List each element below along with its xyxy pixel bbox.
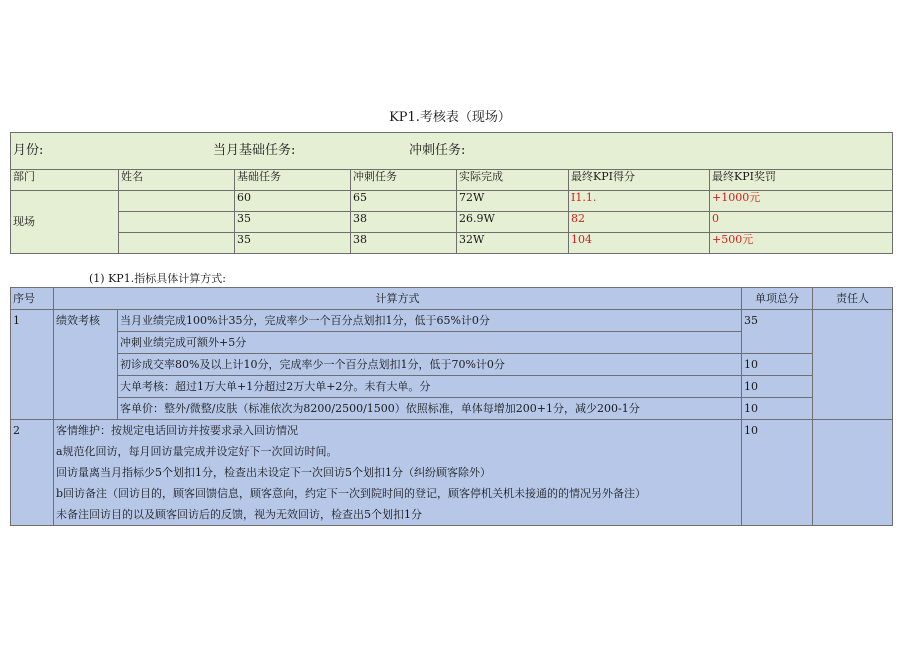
- base-task-label: 当月基础任务:: [213, 143, 296, 158]
- name-cell: [119, 191, 235, 212]
- table-row: [11, 310, 893, 332]
- col-name: 姓名: [119, 170, 235, 191]
- calc-header-row: [11, 288, 893, 310]
- method-line: 未备注回访目的以及顾客回访后的反馈，视为无效回访，检查出5个划扣1分: [56, 508, 422, 521]
- col-sprint-task: 冲刺任务: [351, 170, 457, 191]
- summary-header-row: [11, 133, 893, 170]
- col-kpi-reward: 最终KPI奖罚: [710, 170, 893, 191]
- owner-cell: [813, 420, 893, 526]
- reward-cell: +1000元: [710, 191, 893, 212]
- table-row: [11, 212, 893, 233]
- sprint-cell: 65: [351, 191, 457, 212]
- table-row: [11, 398, 893, 420]
- table-row: [11, 420, 893, 526]
- method-line: a规范化回访，每月回访量完成并设定好下一次回访时间。: [56, 445, 338, 458]
- col-actual: 实际完成: [457, 170, 569, 191]
- sprint-cell: 38: [351, 212, 457, 233]
- item-score: 10: [742, 354, 813, 376]
- table-row: [11, 354, 893, 376]
- department-cell: 现场: [11, 191, 119, 254]
- item-score: 35: [742, 310, 813, 354]
- col-department: 部门: [11, 170, 119, 191]
- col-total: 单项总分: [742, 288, 813, 310]
- col-kpi-score: 最终KPI得分: [569, 170, 710, 191]
- method-line: 客情维护：按规定电话回访并按要求录入回访情况: [56, 424, 298, 437]
- sprint-task-label: 冲刺任务:: [409, 143, 466, 158]
- month-label: 月份:: [13, 143, 44, 158]
- method-line: 初诊成交率80%及以上计10分，完成率少一个百分点划扣1分，低于70%计0分: [118, 354, 742, 376]
- base-cell: 60: [235, 191, 351, 212]
- name-cell: [119, 212, 235, 233]
- kpi-calculation-table: [10, 287, 893, 526]
- reward-cell: +500元: [710, 233, 893, 254]
- actual-cell: 32W: [457, 233, 569, 254]
- table-row: [11, 376, 893, 398]
- item-score: 10: [742, 398, 813, 420]
- col-owner: 责任人: [813, 288, 893, 310]
- owner-cell: [813, 310, 893, 420]
- method-line: 回访量离当月指标少5个划扣1分，检查出未设定下一次回访5个划扣1分（纠纷顾客除外）: [56, 466, 491, 479]
- score-cell: 82: [569, 212, 710, 233]
- method-line: 当月业绩完成100%计35分，完成率少一个百分点划扣1分，低于65%计0分: [118, 310, 742, 332]
- score-cell: I1.1.: [569, 191, 710, 212]
- actual-cell: 72W: [457, 191, 569, 212]
- table-row: [11, 233, 893, 254]
- method-line: 冲刺业绩完成可额外+5分: [118, 332, 742, 354]
- item-score: 10: [742, 376, 813, 398]
- sprint-cell: 38: [351, 233, 457, 254]
- col-no: 序号: [11, 288, 54, 310]
- base-cell: 35: [235, 212, 351, 233]
- method-line: b回访备注（回访目的，顾客回馈信息，顾客意向，约定下一次到院时间的登记，顾客停机关机未接通的的情况另外备注）: [56, 487, 647, 500]
- item-score: 10: [742, 420, 813, 526]
- name-cell: [119, 233, 235, 254]
- reward-cell: 0: [710, 212, 893, 233]
- item-no: 2: [11, 420, 54, 526]
- score-cell: 104: [569, 233, 710, 254]
- item-no: 1: [11, 310, 54, 420]
- col-method: 计算方式: [54, 288, 742, 310]
- actual-cell: 26.9W: [457, 212, 569, 233]
- method-line: 大单考核：超过1万大单+1分超过2万大单+2分。未有大单。分: [118, 376, 742, 398]
- col-base-task: 基础任务: [235, 170, 351, 191]
- table-row: [11, 191, 893, 212]
- method-line: 客单价：整外/微整/皮肤（标准依次为8200/2500/1500）依照标准，单体每增加200+1分，减少200-1分: [118, 398, 742, 420]
- base-cell: 35: [235, 233, 351, 254]
- page-title: KP1.考核表（现场）: [389, 110, 511, 125]
- item-category: 绩效考核: [54, 310, 118, 420]
- kpi-summary-table: [10, 132, 893, 254]
- section-note: (1) KP1.指标具体计算方式:: [89, 272, 226, 285]
- item2-method: [54, 420, 742, 526]
- column-header-row: [11, 170, 893, 191]
